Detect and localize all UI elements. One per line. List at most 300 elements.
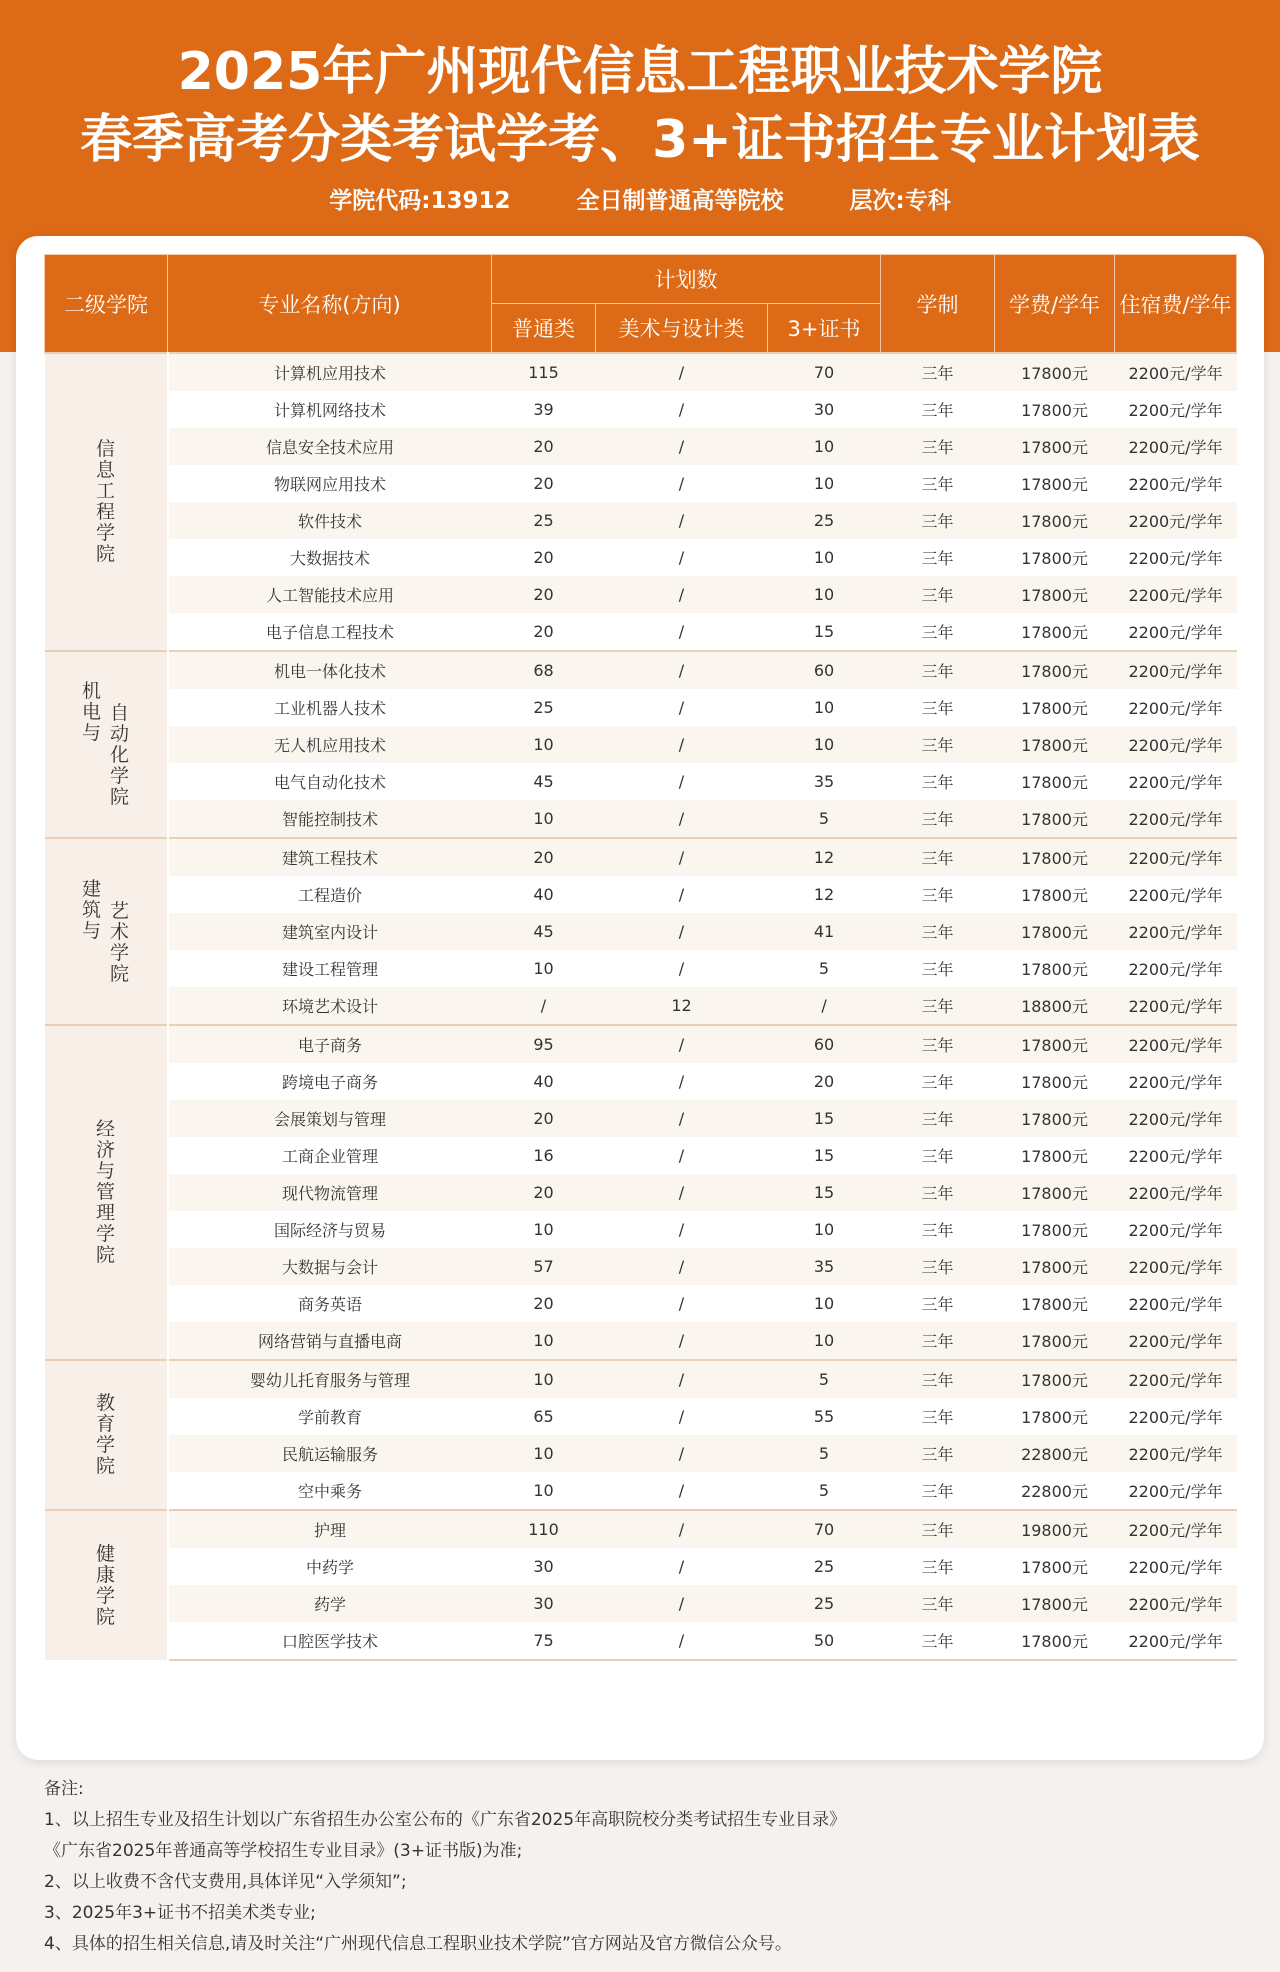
table-row <box>45 1063 1237 1100</box>
housing-cell: 2200元/学年 <box>1115 876 1237 913</box>
plan-art-cell: / <box>596 1248 768 1285</box>
housing-cell: 2200元/学年 <box>1115 651 1237 689</box>
plan-cert-cell: 10 <box>768 689 881 726</box>
plan-general-cell: 16 <box>492 1137 596 1174</box>
college-code: 学院代码:13912 <box>329 188 511 214</box>
plan-art-cell: / <box>596 726 768 763</box>
housing-cell: 2200元/学年 <box>1115 502 1237 539</box>
table-row <box>45 391 1237 428</box>
plan-art-cell: / <box>596 613 768 651</box>
duration-cell: 三年 <box>881 1211 995 1248</box>
tuition-cell: 17800元 <box>995 1025 1115 1063</box>
major-cell: 国际经济与贸易 <box>168 1211 492 1248</box>
table-row <box>45 502 1237 539</box>
housing-cell: 2200元/学年 <box>1115 1622 1237 1660</box>
table-row <box>45 763 1237 800</box>
tuition-cell: 17800元 <box>995 763 1115 800</box>
major-cell: 会展策划与管理 <box>168 1100 492 1137</box>
duration-cell: 三年 <box>881 502 995 539</box>
plan-cert-cell: 10 <box>768 428 881 465</box>
major-cell: 商务英语 <box>168 1285 492 1322</box>
housing-cell: 2200元/学年 <box>1115 1435 1237 1472</box>
college-cell <box>45 353 168 651</box>
plan-art-cell: / <box>596 1322 768 1360</box>
duration-cell: 三年 <box>881 1622 995 1660</box>
plan-general-cell: 25 <box>492 689 596 726</box>
duration-cell: 三年 <box>881 1398 995 1435</box>
table-row <box>45 913 1237 950</box>
major-cell: 智能控制技术 <box>168 800 492 838</box>
plan-general-cell: 20 <box>492 428 596 465</box>
plan-cert-cell: 25 <box>768 502 881 539</box>
plan-art-cell: / <box>596 1025 768 1063</box>
major-cell: 学前教育 <box>168 1398 492 1435</box>
plan-art-cell: / <box>596 1472 768 1510</box>
plan-general-cell: 20 <box>492 1174 596 1211</box>
page-title-line2: 春季高考分类考试学考、3+证书招生专业计划表 <box>80 110 1200 170</box>
major-cell: 空中乘务 <box>168 1472 492 1510</box>
college-cell <box>45 1360 168 1510</box>
plan-general-cell: 25 <box>492 502 596 539</box>
table-row <box>45 539 1237 576</box>
plan-general-cell: 30 <box>492 1548 596 1585</box>
duration-cell: 三年 <box>881 1100 995 1137</box>
header-plan-cert: 3+证书 <box>768 304 881 354</box>
duration-cell: 三年 <box>881 1472 995 1510</box>
housing-cell: 2200元/学年 <box>1115 1548 1237 1585</box>
plan-art-cell: / <box>596 1360 768 1398</box>
note-line: 《广东省2025年普通高等学校招生专业目录》(3+证书版)为准; <box>44 1841 523 1861</box>
plan-cert-cell: 25 <box>768 1548 881 1585</box>
duration-cell: 三年 <box>881 651 995 689</box>
plan-general-cell: 115 <box>492 353 596 391</box>
duration-cell: 三年 <box>881 1174 995 1211</box>
plan-general-cell: 65 <box>492 1398 596 1435</box>
tuition-cell: 22800元 <box>995 1472 1115 1510</box>
college-name-part: 机电与 <box>81 680 101 744</box>
plan-art-cell: / <box>596 576 768 613</box>
major-cell: 工商企业管理 <box>168 1137 492 1174</box>
table-row <box>45 1025 1237 1063</box>
plan-cert-cell: 30 <box>768 391 881 428</box>
plan-cert-cell: 15 <box>768 1137 881 1174</box>
tuition-cell: 17800元 <box>995 838 1115 876</box>
table-row <box>45 1100 1237 1137</box>
plan-cert-cell: 60 <box>768 1025 881 1063</box>
housing-cell: 2200元/学年 <box>1115 1100 1237 1137</box>
note-line: 2、以上收费不含代支费用,具体详见“入学须知”; <box>44 1872 407 1892</box>
plan-general-cell: 40 <box>492 876 596 913</box>
college-cell <box>45 1510 168 1660</box>
note-line: 3、2025年3+证书不招美术类专业; <box>44 1903 316 1923</box>
duration-cell: 三年 <box>881 1435 995 1472</box>
plan-art-cell: / <box>596 1100 768 1137</box>
tuition-cell: 17800元 <box>995 1174 1115 1211</box>
header-duration: 学制 <box>881 255 995 354</box>
plan-art-cell: 12 <box>596 987 768 1025</box>
major-cell: 人工智能技术应用 <box>168 576 492 613</box>
tuition-cell: 17800元 <box>995 950 1115 987</box>
housing-cell: 2200元/学年 <box>1115 539 1237 576</box>
housing-cell: 2200元/学年 <box>1115 1211 1237 1248</box>
duration-cell: 三年 <box>881 576 995 613</box>
tuition-cell: 17800元 <box>995 1322 1115 1360</box>
table-row <box>45 1548 1237 1585</box>
duration-cell: 三年 <box>881 353 995 391</box>
table-row <box>45 1322 1237 1360</box>
tuition-cell: 17800元 <box>995 1211 1115 1248</box>
table-row <box>45 838 1237 876</box>
plan-cert-cell: 10 <box>768 726 881 763</box>
major-cell: 环境艺术设计 <box>168 987 492 1025</box>
plan-art-cell: / <box>596 539 768 576</box>
plan-general-cell: 10 <box>492 950 596 987</box>
plan-general-cell: 20 <box>492 1100 596 1137</box>
plan-cert-cell: 10 <box>768 576 881 613</box>
housing-cell: 2200元/学年 <box>1115 913 1237 950</box>
housing-cell: 2200元/学年 <box>1115 1174 1237 1211</box>
plan-general-cell: 10 <box>492 1435 596 1472</box>
note-line: 4、具体的招生相关信息,请及时关注“广州现代信息工程职业技术学院”官方网站及官方微信公众号。 <box>44 1934 792 1954</box>
header-housing: 住宿费/学年 <box>1115 255 1237 354</box>
major-cell: 大数据与会计 <box>168 1248 492 1285</box>
plan-art-cell: / <box>596 838 768 876</box>
plan-art-cell: / <box>596 1211 768 1248</box>
plan-general-cell: 40 <box>492 1063 596 1100</box>
major-cell: 物联网应用技术 <box>168 465 492 502</box>
housing-cell: 2200元/学年 <box>1115 1585 1237 1622</box>
table-row <box>45 987 1237 1025</box>
plan-cert-cell: 60 <box>768 651 881 689</box>
table-row <box>45 428 1237 465</box>
plan-general-cell: 20 <box>492 539 596 576</box>
college-name: 经济与管理学院 <box>95 1118 115 1266</box>
plan-art-cell: / <box>596 1585 768 1622</box>
plan-art-cell: / <box>596 428 768 465</box>
housing-cell: 2200元/学年 <box>1115 987 1237 1025</box>
duration-cell: 三年 <box>881 726 995 763</box>
plan-cert-cell: 70 <box>768 353 881 391</box>
plan-general-cell: 10 <box>492 1472 596 1510</box>
plan-cert-cell: 35 <box>768 1248 881 1285</box>
duration-cell: 三年 <box>881 800 995 838</box>
tuition-cell: 17800元 <box>995 1360 1115 1398</box>
housing-cell: 2200元/学年 <box>1115 353 1237 391</box>
duration-cell: 三年 <box>881 913 995 950</box>
tuition-cell: 18800元 <box>995 987 1115 1025</box>
plan-general-cell: / <box>492 987 596 1025</box>
college-name: 信息工程学院 <box>95 438 115 565</box>
housing-cell: 2200元/学年 <box>1115 391 1237 428</box>
major-cell: 机电一体化技术 <box>168 651 492 689</box>
header-plan-art: 美术与设计类 <box>596 304 768 354</box>
plan-general-cell: 95 <box>492 1025 596 1063</box>
plan-art-cell: / <box>596 502 768 539</box>
plan-general-cell: 39 <box>492 391 596 428</box>
header-tuition: 学费/学年 <box>995 255 1115 354</box>
major-cell: 现代物流管理 <box>168 1174 492 1211</box>
plan-cert-cell: 5 <box>768 800 881 838</box>
duration-cell: 三年 <box>881 950 995 987</box>
tuition-cell: 17800元 <box>995 1137 1115 1174</box>
housing-cell: 2200元/学年 <box>1115 1137 1237 1174</box>
plan-art-cell: / <box>596 1285 768 1322</box>
housing-cell: 2200元/学年 <box>1115 1360 1237 1398</box>
plan-general-cell: 10 <box>492 800 596 838</box>
tuition-cell: 17800元 <box>995 1100 1115 1137</box>
tuition-cell: 17800元 <box>995 1622 1115 1660</box>
duration-cell: 三年 <box>881 1360 995 1398</box>
table-row <box>45 1174 1237 1211</box>
header-college: 二级学院 <box>45 255 168 354</box>
housing-cell: 2200元/学年 <box>1115 613 1237 651</box>
plan-art-cell: / <box>596 876 768 913</box>
duration-cell: 三年 <box>881 1137 995 1174</box>
plan-art-cell: / <box>596 353 768 391</box>
notes-heading: 备注: <box>44 1779 84 1799</box>
tuition-cell: 17800元 <box>995 726 1115 763</box>
plan-general-cell: 10 <box>492 1360 596 1398</box>
table-row <box>45 1285 1237 1322</box>
tuition-cell: 17800元 <box>995 576 1115 613</box>
duration-cell: 三年 <box>881 1322 995 1360</box>
duration-cell: 三年 <box>881 838 995 876</box>
major-cell: 电子商务 <box>168 1025 492 1063</box>
enrollment-plan-table <box>44 254 1237 1661</box>
plan-cert-cell: 20 <box>768 1063 881 1100</box>
plan-cert-cell: 15 <box>768 1174 881 1211</box>
housing-cell: 2200元/学年 <box>1115 1063 1237 1100</box>
plan-art-cell: / <box>596 465 768 502</box>
major-cell: 信息安全技术应用 <box>168 428 492 465</box>
tuition-cell: 19800元 <box>995 1510 1115 1548</box>
plan-general-cell: 20 <box>492 465 596 502</box>
major-cell: 大数据技术 <box>168 539 492 576</box>
table-row <box>45 876 1237 913</box>
plan-art-cell: / <box>596 1622 768 1660</box>
major-cell: 婴幼儿托育服务与管理 <box>168 1360 492 1398</box>
housing-cell: 2200元/学年 <box>1115 1285 1237 1322</box>
duration-cell: 三年 <box>881 1025 995 1063</box>
tuition-cell: 17800元 <box>995 1585 1115 1622</box>
major-cell: 计算机网络技术 <box>168 391 492 428</box>
duration-cell: 三年 <box>881 613 995 651</box>
housing-cell: 2200元/学年 <box>1115 1025 1237 1063</box>
plan-general-cell: 75 <box>492 1622 596 1660</box>
plan-general-cell: 20 <box>492 576 596 613</box>
tuition-cell: 17800元 <box>995 539 1115 576</box>
table-row <box>45 1211 1237 1248</box>
plan-general-cell: 20 <box>492 613 596 651</box>
plan-cert-cell: 15 <box>768 1100 881 1137</box>
note-line: 1、以上招生专业及招生计划以广东省招生办公室公布的《广东省2025年高职院校分类考试招生专业目录》 <box>44 1810 847 1830</box>
housing-cell: 2200元/学年 <box>1115 1398 1237 1435</box>
major-cell: 软件技术 <box>168 502 492 539</box>
plan-art-cell: / <box>596 1063 768 1100</box>
college-name-part: 建筑与 <box>81 877 101 942</box>
major-cell: 建筑室内设计 <box>168 913 492 950</box>
housing-cell: 2200元/学年 <box>1115 726 1237 763</box>
table-body <box>45 353 1237 1660</box>
plan-cert-cell: 10 <box>768 539 881 576</box>
major-cell: 工程造价 <box>168 876 492 913</box>
table-row <box>45 465 1237 502</box>
duration-cell: 三年 <box>881 1063 995 1100</box>
education-level: 层次:专科 <box>849 188 951 214</box>
duration-cell: 三年 <box>881 876 995 913</box>
plan-general-cell: 68 <box>492 651 596 689</box>
major-cell: 护理 <box>168 1510 492 1548</box>
plan-art-cell: / <box>596 1435 768 1472</box>
plan-art-cell: / <box>596 1548 768 1585</box>
tuition-cell: 17800元 <box>995 502 1115 539</box>
plan-cert-cell: 5 <box>768 1360 881 1398</box>
table-row <box>45 689 1237 726</box>
college-cell <box>45 1025 168 1360</box>
college-name: 教育学院 <box>95 1392 115 1477</box>
housing-cell: 2200元/学年 <box>1115 763 1237 800</box>
housing-cell: 2200元/学年 <box>1115 428 1237 465</box>
plan-cert-cell: 35 <box>768 763 881 800</box>
housing-cell: 2200元/学年 <box>1115 950 1237 987</box>
major-cell: 建设工程管理 <box>168 950 492 987</box>
duration-cell: 三年 <box>881 1548 995 1585</box>
housing-cell: 2200元/学年 <box>1115 465 1237 502</box>
housing-cell: 2200元/学年 <box>1115 1322 1237 1360</box>
plan-general-cell: 20 <box>492 1285 596 1322</box>
plan-cert-cell: 15 <box>768 613 881 651</box>
plan-general-cell: 10 <box>492 726 596 763</box>
plan-cert-cell: 10 <box>768 1211 881 1248</box>
table-row <box>45 1248 1237 1285</box>
housing-cell: 2200元/学年 <box>1115 576 1237 613</box>
table-row <box>45 1622 1237 1660</box>
tuition-cell: 17800元 <box>995 876 1115 913</box>
table-row <box>45 726 1237 763</box>
major-cell: 电气自动化技术 <box>168 763 492 800</box>
major-cell: 计算机应用技术 <box>168 353 492 391</box>
plan-art-cell: / <box>596 913 768 950</box>
table-row <box>45 1360 1237 1398</box>
plan-cert-cell: 10 <box>768 1285 881 1322</box>
plan-general-cell: 45 <box>492 763 596 800</box>
college-name: 健康学院 <box>95 1542 115 1628</box>
major-cell: 无人机应用技术 <box>168 726 492 763</box>
table-row <box>45 613 1237 651</box>
housing-cell: 2200元/学年 <box>1115 800 1237 838</box>
plan-cert-cell: 70 <box>768 1510 881 1548</box>
plan-art-cell: / <box>596 1137 768 1174</box>
plan-cert-cell: 5 <box>768 1472 881 1510</box>
plan-cert-cell: 12 <box>768 838 881 876</box>
duration-cell: 三年 <box>881 539 995 576</box>
tuition-cell: 17800元 <box>995 1248 1115 1285</box>
major-cell: 口腔医学技术 <box>168 1622 492 1660</box>
housing-cell: 2200元/学年 <box>1115 1510 1237 1548</box>
duration-cell: 三年 <box>881 465 995 502</box>
plan-cert-cell: 55 <box>768 1398 881 1435</box>
duration-cell: 三年 <box>881 1285 995 1322</box>
duration-cell: 三年 <box>881 1510 995 1548</box>
table-row <box>45 1398 1237 1435</box>
major-cell: 药学 <box>168 1585 492 1622</box>
major-cell: 网络营销与直播电商 <box>168 1322 492 1360</box>
plan-cert-cell: 50 <box>768 1622 881 1660</box>
housing-cell: 2200元/学年 <box>1115 689 1237 726</box>
notes-section <box>44 1774 1244 1960</box>
tuition-cell: 17800元 <box>995 428 1115 465</box>
duration-cell: 三年 <box>881 1585 995 1622</box>
table-row <box>45 1585 1237 1622</box>
plan-art-cell: / <box>596 391 768 428</box>
housing-cell: 2200元/学年 <box>1115 1248 1237 1285</box>
tuition-cell: 17800元 <box>995 651 1115 689</box>
table-row <box>45 576 1237 613</box>
plan-art-cell: / <box>596 1398 768 1435</box>
housing-cell: 2200元/学年 <box>1115 838 1237 876</box>
plan-general-cell: 10 <box>492 1322 596 1360</box>
plan-general-cell: 20 <box>492 838 596 876</box>
plan-art-cell: / <box>596 800 768 838</box>
plan-general-cell: 30 <box>492 1585 596 1622</box>
table-row <box>45 651 1237 689</box>
header-plan-general: 普通类 <box>492 304 596 354</box>
tuition-cell: 17800元 <box>995 465 1115 502</box>
plan-cert-cell: 41 <box>768 913 881 950</box>
plan-cert-cell: 5 <box>768 1435 881 1472</box>
table-row <box>45 950 1237 987</box>
plan-art-cell: / <box>596 1510 768 1548</box>
tuition-cell: 17800元 <box>995 1398 1115 1435</box>
major-cell: 工业机器人技术 <box>168 689 492 726</box>
tuition-cell: 17800元 <box>995 613 1115 651</box>
college-cell <box>45 651 168 838</box>
tuition-cell: 17800元 <box>995 353 1115 391</box>
college-cell <box>45 838 168 1025</box>
plan-art-cell: / <box>596 651 768 689</box>
plan-art-cell: / <box>596 950 768 987</box>
plan-art-cell: / <box>596 689 768 726</box>
page-title-line1: 2025年广州现代信息工程职业技术学院 <box>177 42 1103 102</box>
table-row <box>45 1472 1237 1510</box>
duration-cell: 三年 <box>881 689 995 726</box>
plan-cert-cell: 5 <box>768 950 881 987</box>
plan-general-cell: 10 <box>492 1211 596 1248</box>
major-cell: 民航运输服务 <box>168 1435 492 1472</box>
major-cell: 电子信息工程技术 <box>168 613 492 651</box>
duration-cell: 三年 <box>881 428 995 465</box>
tuition-cell: 17800元 <box>995 800 1115 838</box>
college-name-part: 艺术学院 <box>109 899 129 985</box>
duration-cell: 三年 <box>881 1248 995 1285</box>
header-major: 专业名称(方向) <box>168 255 492 354</box>
tuition-cell: 17800元 <box>995 1548 1115 1585</box>
plan-cert-cell: 25 <box>768 1585 881 1622</box>
plan-general-cell: 45 <box>492 913 596 950</box>
tuition-cell: 22800元 <box>995 1435 1115 1472</box>
tuition-cell: 17800元 <box>995 689 1115 726</box>
plan-cert-cell: / <box>768 987 881 1025</box>
tuition-cell: 17800元 <box>995 1063 1115 1100</box>
header-info <box>0 184 1280 218</box>
plan-cert-cell: 10 <box>768 1322 881 1360</box>
duration-cell: 三年 <box>881 391 995 428</box>
plan-general-cell: 57 <box>492 1248 596 1285</box>
table-row <box>45 1435 1237 1472</box>
plan-cert-cell: 12 <box>768 876 881 913</box>
duration-cell: 三年 <box>881 987 995 1025</box>
plan-cert-cell: 10 <box>768 465 881 502</box>
